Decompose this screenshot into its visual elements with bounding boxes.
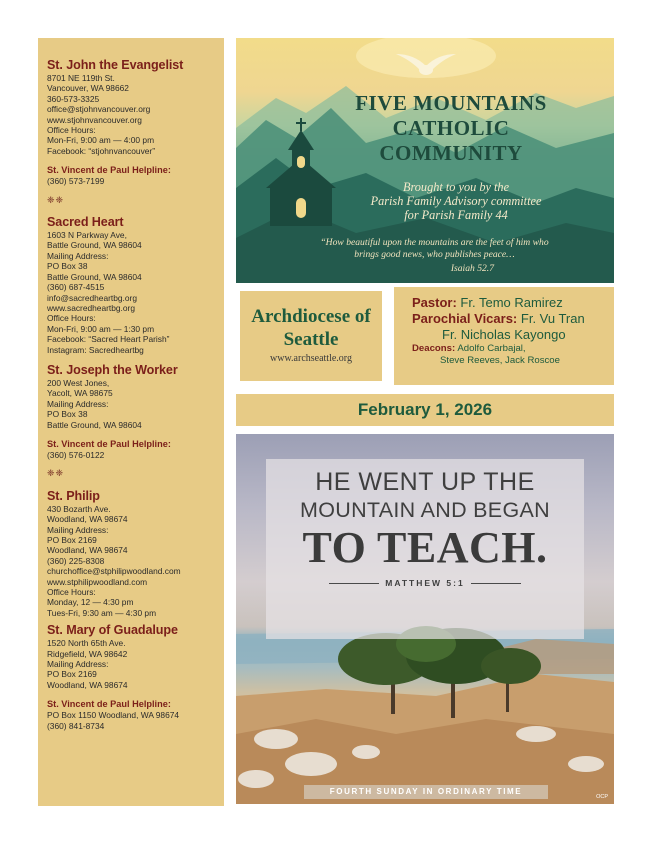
- phone: (360) 225-8308: [47, 555, 105, 566]
- address-line: PO Box 38: [47, 261, 88, 272]
- address-line: Battle Ground, WA 98604: [47, 240, 142, 251]
- parish-sacred-heart: [47, 215, 216, 355]
- address-line: Woodland, WA 98674: [47, 514, 128, 525]
- address-line: Battle Ground, WA 98604: [47, 419, 142, 430]
- poster-headline-line: HE WENT UP THE: [315, 468, 535, 496]
- email-link[interactable]: office@stjohnvancouver.org: [47, 104, 151, 115]
- address-line: 8701 NE 119th St.: [47, 73, 115, 83]
- quote-line: brings good news, who publishes peace…: [354, 249, 515, 260]
- address-line: Ridgefield, WA 98642: [47, 648, 128, 659]
- parish-name: St. Mary of Guadalupe: [47, 623, 178, 638]
- vicar-name: Fr. Vu Tran: [520, 311, 585, 326]
- deacons-label: Deacons:: [412, 343, 456, 354]
- quote-line: “How beautiful upon the mountains are the feet of him who: [320, 237, 549, 248]
- phone: (360) 687-4515: [47, 282, 105, 293]
- address-line: Woodland, WA 98674: [47, 679, 128, 690]
- ornament-separator: ❈❈: [47, 468, 65, 479]
- address-line: PO Box 2169: [47, 535, 97, 545]
- phone: 360-573-3325: [47, 93, 100, 104]
- facebook: Facebook: “Sacred Heart Parish”: [47, 334, 170, 345]
- office-hours-label: Office Hours:: [47, 313, 96, 324]
- office-hours: Mon-Fri, 9:00 am — 4:00 pm: [47, 135, 155, 146]
- helpline-st-john: [47, 165, 216, 186]
- parish-st-philip: [47, 489, 216, 618]
- parish-st-mary: [47, 623, 216, 690]
- subtitle-line: for Parish Family 44: [404, 208, 508, 222]
- liturgical-day-label: FOURTH SUNDAY IN ORDINARY TIME: [304, 785, 548, 799]
- helpline-address: PO Box 1150 Woodland, WA 98674: [47, 710, 180, 721]
- ornament-separator: ❈❈: [47, 194, 65, 205]
- address-line: 1520 North 65th Ave.: [47, 638, 126, 649]
- email-link[interactable]: churchoffice@stphilipwoodland.com: [47, 566, 181, 577]
- address-line: Battle Ground, WA 98604: [47, 271, 142, 282]
- deacon-names: Adolfo Carbajal,: [457, 343, 526, 354]
- address-line: PO Box 2169: [47, 669, 97, 680]
- gospel-poster-image: [236, 434, 614, 804]
- website-link[interactable]: www.stjohnvancouver.org: [47, 114, 142, 125]
- parish-st-john: [47, 58, 216, 156]
- community-banner: [236, 38, 614, 283]
- website-link[interactable]: www.sacredheartbg.org: [47, 302, 135, 313]
- instagram: Instagram: Sacredheartbg: [47, 344, 144, 355]
- office-hours: Mon-Fri, 9:00 am — 1:30 pm: [47, 323, 155, 334]
- helpline-woodland: [47, 699, 216, 731]
- address-line: Yacolt, WA 98675: [47, 388, 113, 399]
- email-link[interactable]: info@sacredheartbg.org: [47, 292, 137, 303]
- quote-citation: Isaiah 52.7: [450, 263, 494, 274]
- banner-subtitle: [306, 180, 606, 222]
- parish-name: Sacred Heart: [47, 215, 124, 230]
- vicar-name: Fr. Nicholas Kayongo: [442, 327, 566, 342]
- helpline-phone: (360) 841-8734: [47, 720, 105, 731]
- pastor-row: [412, 295, 614, 311]
- vicars-label: Parochial Vicars:: [412, 311, 518, 326]
- address-line: PO Box 38: [47, 409, 88, 420]
- poster-headline-emphasis: TO TEACH.: [302, 523, 548, 572]
- banner-title-line: CATHOLIC: [392, 116, 510, 140]
- parish-directory-sidebar: [38, 38, 224, 806]
- parish-name: St. Philip: [47, 488, 100, 503]
- office-hours: Monday, 12 — 4:30 pm: [47, 597, 134, 608]
- bulletin-date: February 1, 2026: [236, 394, 614, 426]
- parish-st-joseph: [47, 363, 216, 430]
- archdiocese-name-line: Seattle: [283, 329, 339, 350]
- parish-name: St. John the Evangelist: [47, 58, 184, 72]
- image-credit: OCP: [596, 794, 608, 800]
- deacon-names: Steve Reeves, Jack Roscoe: [440, 355, 560, 366]
- address-line: 1603 N Parkway Ave,: [47, 230, 127, 241]
- archdiocese-name: [240, 305, 382, 351]
- website-link[interactable]: www.stphilipwoodland.com: [47, 576, 148, 587]
- scripture-quote: [262, 237, 607, 261]
- office-hours-label: Office Hours:: [47, 125, 96, 136]
- address-line: Vancouver, WA 98662: [47, 83, 129, 94]
- subtitle-line: Parish Family Advisory committee: [370, 194, 542, 208]
- pastor-label: Pastor:: [412, 295, 457, 310]
- mailing-label: Mailing Address:: [47, 250, 109, 261]
- mailing-label: Mailing Address:: [47, 398, 109, 409]
- deacons-row: [412, 343, 614, 355]
- banner-title-line: FIVE MOUNTAINS: [355, 91, 547, 115]
- office-hours-label: Office Hours:: [47, 587, 96, 598]
- vicars-row: [412, 311, 614, 327]
- address-line: 200 West Jones,: [47, 377, 110, 388]
- helpline-title: St. Vincent de Paul Helpline:: [47, 165, 171, 176]
- subtitle-line: Brought to you by the: [402, 180, 510, 194]
- clergy-box: [394, 287, 614, 385]
- parish-name: St. Joseph the Worker: [47, 362, 178, 377]
- helpline-phone: (360) 576-0122: [47, 449, 105, 460]
- helpline-title: St. Vincent de Paul Helpline:: [47, 699, 171, 710]
- archdiocese-website-link[interactable]: www.archseattle.org: [270, 353, 352, 364]
- banner-title-line: COMMUNITY: [379, 141, 523, 165]
- helpline-title: St. Vincent de Paul Helpline:: [47, 438, 171, 449]
- poster-headline-line: MOUNTAIN AND BEGAN: [300, 498, 550, 522]
- helpline-sacred-heart: [47, 439, 216, 460]
- address-line: Woodland, WA 98674: [47, 545, 128, 556]
- pastor-name: Fr. Temo Ramirez: [460, 295, 563, 310]
- mailing-label: Mailing Address:: [47, 659, 109, 670]
- scripture-reference: MATTHEW 5:1: [276, 578, 574, 588]
- archdiocese-box: [236, 287, 386, 385]
- facebook: Facebook: “stjohnvancouver”: [47, 145, 155, 156]
- address-line: 430 Bozarth Ave.: [47, 503, 111, 514]
- archdiocese-name-line: Archdiocese of: [251, 306, 371, 327]
- office-hours: Tues-Fri, 9:30 am — 4:30 pm: [47, 607, 157, 618]
- mailing-label: Mailing Address:: [47, 524, 109, 535]
- helpline-phone: (360) 573-7199: [47, 176, 105, 187]
